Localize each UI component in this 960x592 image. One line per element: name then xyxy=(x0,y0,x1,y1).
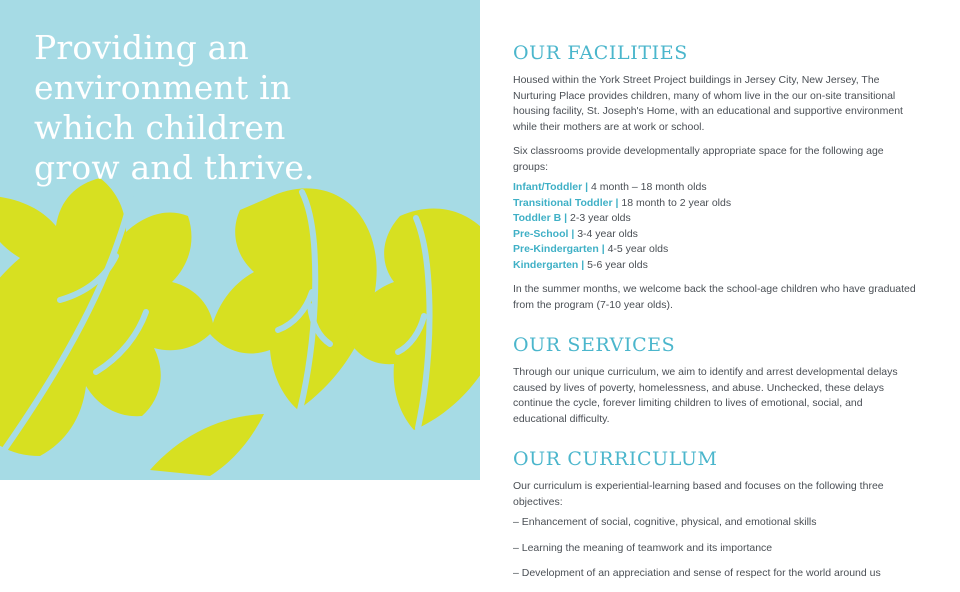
section-heading-services: OUR SERVICES xyxy=(513,334,676,356)
age-group-separator: | xyxy=(568,227,578,240)
curriculum-objectives-list xyxy=(513,515,917,582)
list-item: – Learning the meaning of teamwork and its importance xyxy=(513,541,773,554)
page-title xyxy=(34,28,444,188)
list-item xyxy=(513,196,917,212)
age-group-range: 4-5 year olds xyxy=(607,243,669,255)
age-group-range: 5-6 year olds xyxy=(587,258,648,271)
list-item xyxy=(513,211,917,227)
age-group-label: Pre-School xyxy=(513,227,569,240)
list-item xyxy=(513,227,917,243)
section-heading-curriculum: OUR CURRICULUM xyxy=(513,448,718,470)
age-group-label: Pre-Kindergarten xyxy=(513,243,599,255)
age-group-separator: | xyxy=(598,243,608,255)
age-group-range: 3-4 year olds xyxy=(577,227,638,240)
facilities-paragraph-3: In the summer months, we welcome back the school-age children who have graduated from the program (7-10 year olds). xyxy=(513,283,916,311)
age-group-separator: | xyxy=(578,258,588,271)
list-item xyxy=(513,258,917,274)
curriculum-paragraph-1: Our curriculum is experiential-learning based and focuses on the following three objectives: xyxy=(513,480,884,508)
headline-line-1: Providing an xyxy=(34,28,249,67)
services-paragraph-1: Through our unique curriculum, we aim to identify and arrest developmental delays caused by lives of poverty, homelessness, and abuse. Unchecked, these delays continue the cycle, forever limiting children to lives of emotional, social, and educational difficulty. xyxy=(513,366,898,425)
age-group-list xyxy=(513,180,917,273)
age-group-label: Transitional Toddler xyxy=(513,196,613,209)
headline-line-4: grow and thrive. xyxy=(34,148,315,187)
headline-line-3: which children xyxy=(34,108,286,147)
list-item xyxy=(513,180,917,196)
content-column xyxy=(513,42,917,592)
age-group-separator: | xyxy=(561,212,571,224)
age-group-label: Kindergarten xyxy=(513,258,579,271)
facilities-paragraph-2: Six classrooms provide developmentally appropriate space for the following age groups: xyxy=(513,145,884,173)
facilities-paragraph-1: Housed within the York Street Project buildings in Jersey City, New Jersey, The Nurturing Place provides children, many of whom live in the our on-site transitional housing facility, St. Joseph's Home, with an educational and supportive environment while their mothers are at work or school. xyxy=(513,74,903,133)
age-group-range: 4 month – 18 month olds xyxy=(591,181,707,193)
headline-line-2: environment in xyxy=(34,68,292,107)
content-panel xyxy=(480,0,960,579)
age-group-range: 18 month to 2 year olds xyxy=(621,196,732,209)
section-heading-facilities: OUR FACILITIES xyxy=(513,42,688,64)
age-group-label: Infant/Toddler xyxy=(513,181,583,193)
age-group-separator: | xyxy=(612,196,622,209)
list-item: – Enhancement of social, cognitive, physical, and emotional skills xyxy=(513,516,817,528)
list-item: – Development of an appreciation and sense of respect for the world around us xyxy=(513,567,881,579)
age-group-separator: | xyxy=(582,181,591,193)
age-group-range: 2-3 year olds xyxy=(570,212,631,224)
hero-panel xyxy=(0,0,480,480)
list-item xyxy=(513,242,917,258)
age-group-label: Toddler B xyxy=(513,212,562,224)
